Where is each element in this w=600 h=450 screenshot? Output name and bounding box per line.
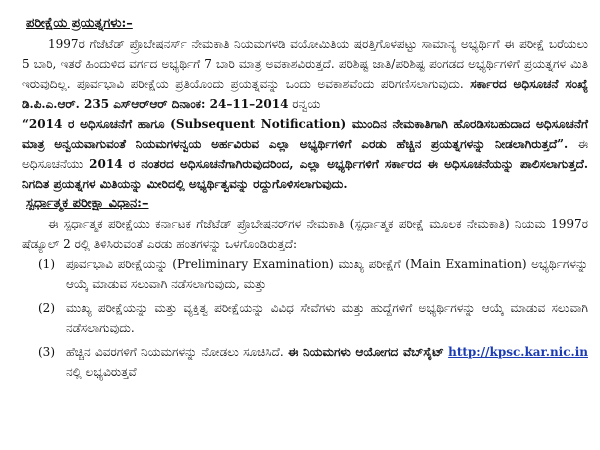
notification-mid-text: ಈ ಅಧಿಸೂಚನೆಯು: [22, 137, 588, 171]
attempts-text-tail: ರನ್ವಯ: [292, 97, 321, 111]
heading-exam-attempts: ಪರೀಕ್ಷೆಯ ಪ್ರಯತ್ನಗಳು:–: [26, 16, 133, 31]
page-crop-edge: [0, 426, 600, 450]
exam-stages-list: [22, 254, 588, 382]
list-item-text: ಮುಖ್ಯ ಪರೀಕ್ಷೆಯನ್ನು ಮತ್ತು ವ್ಯಕ್ತಿತ್ವ ಪರೀಕ್ಷೆಯನ್ನು ವಿವಿಧ ಸೇವೆಗಳು ಮತ್ತು ಹುದ್ದೆಗಳಿಗೆ ಅಭ್ಯರ್ಥಿಗಳನ್ನು ಆಯ್ಕೆ ಮಾಡುವ ಸಲುವಾಗಿ ನಡೆಸಲಾಗುವುದು.: [66, 301, 588, 335]
kpsc-website-link[interactable]: http://kpsc.kar.nic.in: [448, 345, 588, 359]
paragraph-subsequent-notification: [22, 114, 588, 194]
list-item: [22, 298, 588, 338]
heading-exam-method: ಸ್ಪರ್ಧಾತ್ಮಕ ಪರೀಕ್ಷಾ ವಿಧಾನ:–: [26, 196, 149, 211]
subsequent-notification-quote: “2014 ರ ಅಧಿಸೂಚನೆಗೆ ಹಾಗೂ (Subsequent Notification) ಮುಂದಿನ ನೇಮಕಾತಿಗಾಗಿ ಹೊರಡಿಸಬಹುದಾದ ಅಧಿಸೂಚನೆಗೆ ಮಾತ್ರ ಅನ್ವಯವಾಗುವಂತೆ ನಿಯಮಗಳನ್ವಯ ಅರ್ಹವಿರುವ ಎಲ್ಲಾ ಅಭ್ಯರ್ಥಿಗಳಿಗೆ ಎರಡು ಹೆಚ್ಚಿನ ಪ್ರಯತ್ನಗಳನ್ನು ನೀಡಲಾಗಿರುತ್ತದೆ”.: [22, 117, 588, 151]
list-item-number: (3): [38, 345, 55, 359]
paragraph-attempts: [22, 34, 588, 114]
notification-applicability: 2014 ರ ನಂತರದ ಅಧಿಸೂಚನೆಗಾಗಿರುವುದರಿಂದ, ಎಲ್ಲಾ ಅಭ್ಯರ್ಥಿಗಳಿಗೆ ಸರ್ಕಾರದ ಈ ಅಧಿಸೂಚನೆಯನ್ನು ಪಾಲಿಸಲಾಗುತ್ತದೆ. ನಿಗದಿತ ಪ್ರಯತ್ನಗಳ ಮಿತಿಯನ್ನು ಮೀರಿದಲ್ಲಿ ಅಭ್ಯರ್ಥಿತ್ವವನ್ನು ರದ್ದುಗೊಳಿಸಲಾಗುವುದು.: [22, 157, 588, 191]
list-item-number: (1): [38, 257, 55, 271]
attempts-text: 1997ರ ಗೆಜೆಟೆಡ್ ಪ್ರೊಬೇಷನರ್ಸ್ ನೇಮಕಾತಿ ನಿಯಮಗಳಡಿ ವಯೋಮಿತಿಯ ಷರತ್ತಿಗೊಳಪಟ್ಟು ಸಾಮಾನ್ಯ ಅಭ್ಯರ್ಥಿಗೆ ಈ ಪರೀಕ್ಷೆ ಬರೆಯಲು 5 ಬಾರಿ, ಇತರೆ ಹಿಂದುಳಿದ ವರ್ಗದ ಅಭ್ಯರ್ಥಿಗೆ 7 ಬಾರಿ ಮಾತ್ರ ಅವಕಾಶವಿರುತ್ತದೆ. ಪರಿಶಿಷ್ಟ ಜಾತಿ/ಪರಿಶಿಷ್ಟ ಪಂಗಡದ ಅಭ್ಯರ್ಥಿಗಳಿಗೆ ಪ್ರಯತ್ನಗಳ ಮಿತಿ ಇರುವುದಿಲ್ಲ. ಪೂರ್ವಭಾವಿ ಪರೀಕ್ಷೆಯ ಪ್ರತಿಯೊಂದು ಪ್ರಯತ್ನವನ್ನು ಒಂದು ಅವಕಾಶವೆಂದು ಪರಿಗಣಿಸಲಾಗುವುದು.: [22, 37, 588, 91]
list-item: [22, 254, 588, 294]
list-item-after-link: ನಲ್ಲಿ ಲಭ್ಯವಿರುತ್ತವೆ: [66, 365, 137, 379]
list-item: [22, 342, 588, 382]
government-notification-ref: ಸರ್ಕಾರದ ಅಧಿಸೂಚನೆ ಸಂಖ್ಯೆ ಡಿ.ಪಿ.ಎ.ಆರ್. 235 ಎಸ್‌ಆರ್‌ಆರ್ ದಿನಾಂಕ: 24–11–2014: [22, 77, 588, 111]
list-item-text: ಪೂರ್ವಭಾವಿ ಪರೀಕ್ಷೆಯನ್ನು (Preliminary Examination) ಮುಖ್ಯ ಪರೀಕ್ಷೆಗೆ (Main Examination) ಅಭ್ಯರ್ಥಿಗಳನ್ನು ಆಯ್ಕೆ ಮಾಡುವ ಸಲುವಾಗಿ ನಡೆಸಲಾಗುವುದು, ಮತ್ತು: [66, 257, 588, 291]
list-item-text: ಹೆಚ್ಚಿನ ವಿವರಗಳಿಗೆ ನಿಯಮಗಳನ್ನು ನೋಡಲು ಸೂಚಿಸಿದೆ.: [66, 345, 284, 359]
paragraph-exam-intro: ಈ ಸ್ಪರ್ಧಾತ್ಮಕ ಪರೀಕ್ಷೆಯು ಕರ್ನಾಟಕ ಗೆಜೆಟೆಡ್ ಪ್ರೊಬೇಷನರ್‌ಗಳ ನೇಮಕಾತಿ (ಸ್ಪರ್ಧಾತ್ಮಕ ಪರೀಕ್ಷೆ ಮೂಲಕ ನೇಮಕಾತಿ) ನಿಯಮ 1997ರ ಷೆಡ್ಯೂಲ್ 2 ರಲ್ಲಿ ತಿಳಿಸಿರುವಂತೆ ಎರಡು ಹಂತಗಳನ್ನು ಒಳಗೊಂಡಿರುತ್ತದೆ:: [22, 217, 588, 251]
list-item-number: (2): [38, 301, 55, 315]
document-content: [22, 14, 588, 386]
rules-website-note: ಈ ನಿಯಮಗಳು ಆಯೋಗದ ವೆಬ್‌ಸೈಟ್: [287, 345, 444, 359]
